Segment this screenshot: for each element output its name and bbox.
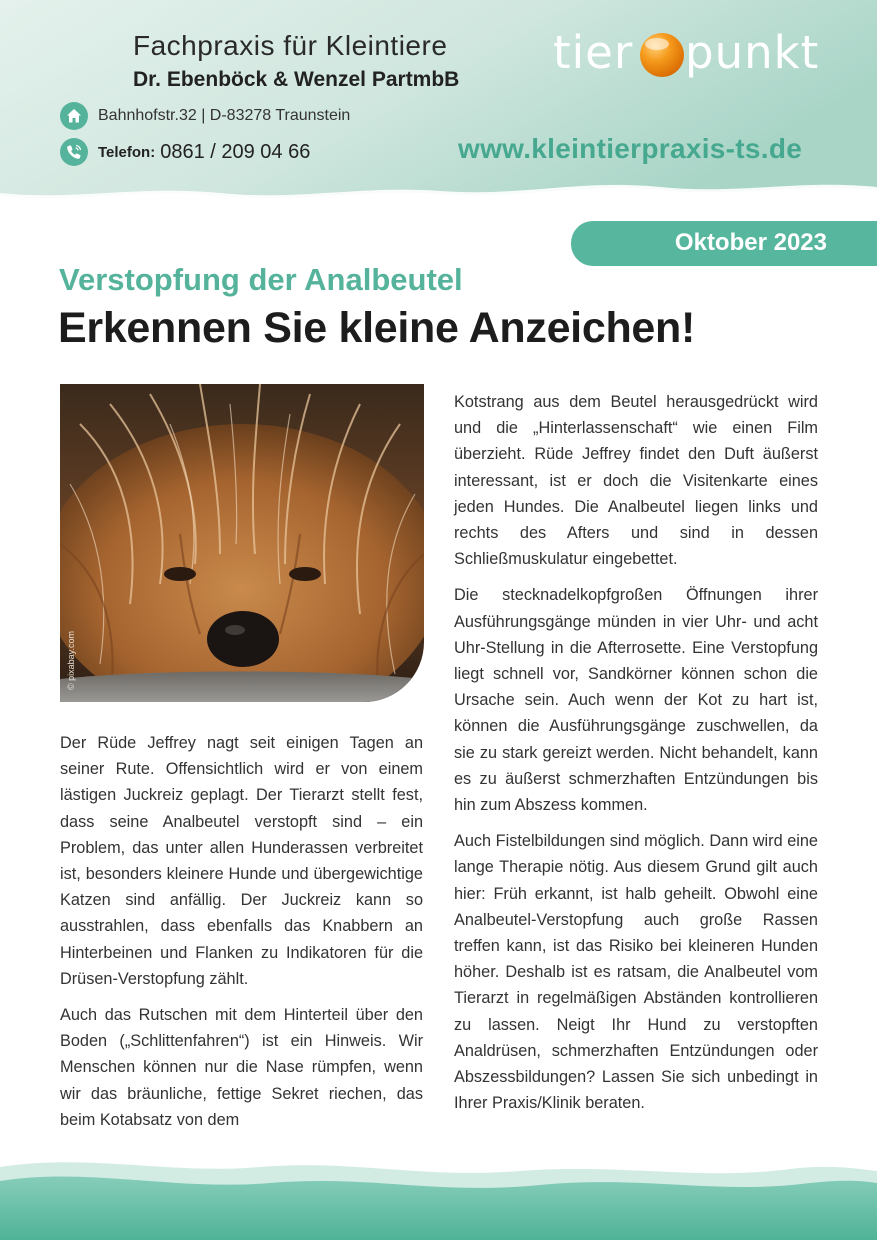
practice-title: Fachpraxis für Kleintiere bbox=[133, 30, 448, 61]
home-icon bbox=[60, 102, 88, 130]
article-subtitle: Verstopfung der Analbeutel bbox=[59, 262, 463, 297]
logo-text-left: tier bbox=[553, 26, 634, 79]
issue-date-tab bbox=[571, 221, 877, 266]
dog-photo bbox=[60, 384, 424, 702]
paragraph: Kotstrang aus dem Beutel herausgedrückt wird und die „Hinterlassenschaft“ wie einen Film überzieht. Rüde Jeffrey findet den Duft äußerst interessant, ist er doch die Visitenkarte eines jeden Hundes. Die Analbeutel liegen links und rechts des Afters und sind in dessen Schließmuskulatur eingebettet. bbox=[454, 393, 818, 569]
address-row bbox=[60, 102, 350, 130]
photo-credit: © pixabay.com bbox=[66, 631, 76, 690]
article-headline: Erkennen Sie kleine Anzeichen! bbox=[58, 304, 696, 352]
footer-wave bbox=[0, 1145, 877, 1240]
paragraph: Der Rüde Jeffrey nagt seit einigen Tagen an seiner Rute. Offensichtlich wird er von einem lästigen Juckreiz geplagt. Der Tierarzt stellt fest, dass seine Analbeutel verstopft sind – ein Problem, das unter allen Hunderassen verbreitet ist, besonders kleinere Hunde und übergewichtige Katzen sind anfällig. Der Juckreiz kann so ausstrahlen, dass ebenfalls das Knabbern an Hinterbeinen und Flanken zu Indikatoren für die Drüsen-Verstopfung zählt. bbox=[60, 734, 423, 988]
tierpunkt-logo bbox=[553, 26, 833, 86]
phone-row bbox=[60, 137, 310, 167]
article-column-right bbox=[454, 389, 818, 1126]
phone-label: Telefon: bbox=[98, 143, 156, 161]
phone-number[interactable]: 0861 / 209 04 66 bbox=[160, 140, 311, 163]
phone-icon bbox=[60, 138, 88, 166]
address-text: Bahnhofstr.32 | D-83278 Traunstein bbox=[98, 107, 351, 124]
website-link[interactable]: www.kleintierpraxis-ts.de bbox=[458, 133, 803, 164]
paragraph: Auch Fistelbildungen sind möglich. Dann wird eine lange Therapie nötig. Aus diesem Grund gilt auch hier: Früh erkannt, ist halb geheilt. Obwohl eine Analbeutel-Verstopfung auch große Rassen treffen kann, ist das Risiko bei kleineren Hunden höher. Deshalb ist es ratsam, die Analbeutel vom Tierarzt in regelmäßigen Abständen kontrollieren zu lassen. Neigt Ihr Hund zu verstopften Analdrüsen, schmerzhaften Entzündungen oder Abszessbildungen? Lassen Sie sich unbedingt in Ihrer Praxis/Klinik beraten. bbox=[454, 832, 818, 1113]
paragraph: Auch das Rutschen mit dem Hinterteil über den Boden („Schlittenfahren“) ist ein Hinweis. Wir Menschen können nur die Nase rümpfen, wenn wir das bräunliche, fettige Sekret riechen, das beim Kotabsatz von dem bbox=[60, 1006, 423, 1129]
practice-owners: Dr. Ebenböck & Wenzel PartmbB bbox=[133, 68, 460, 91]
issue-date: Oktober 2023 bbox=[674, 229, 827, 256]
logo-ball-icon bbox=[637, 30, 687, 80]
article-column-left bbox=[60, 730, 423, 1143]
logo-text-right: punkt bbox=[685, 26, 820, 79]
paragraph: Die stecknadelkopfgroßen Öffnungen ihrer Ausführungsgänge münden in vier Uhr- und acht Uhr-Stellung in die Afterrosette. Eine Verstopfung liegt schnell vor, Sandkörner können schon die Ursache sein. Auch wenn der Kot zu hart ist, können die Ausführungsgänge zuschwellen, da sie zu stark gereizt werden. Nicht behandelt, kann es zu äußerst schmerzhaften Entzündungen bis hin zum Abszess kommen. bbox=[454, 586, 818, 815]
